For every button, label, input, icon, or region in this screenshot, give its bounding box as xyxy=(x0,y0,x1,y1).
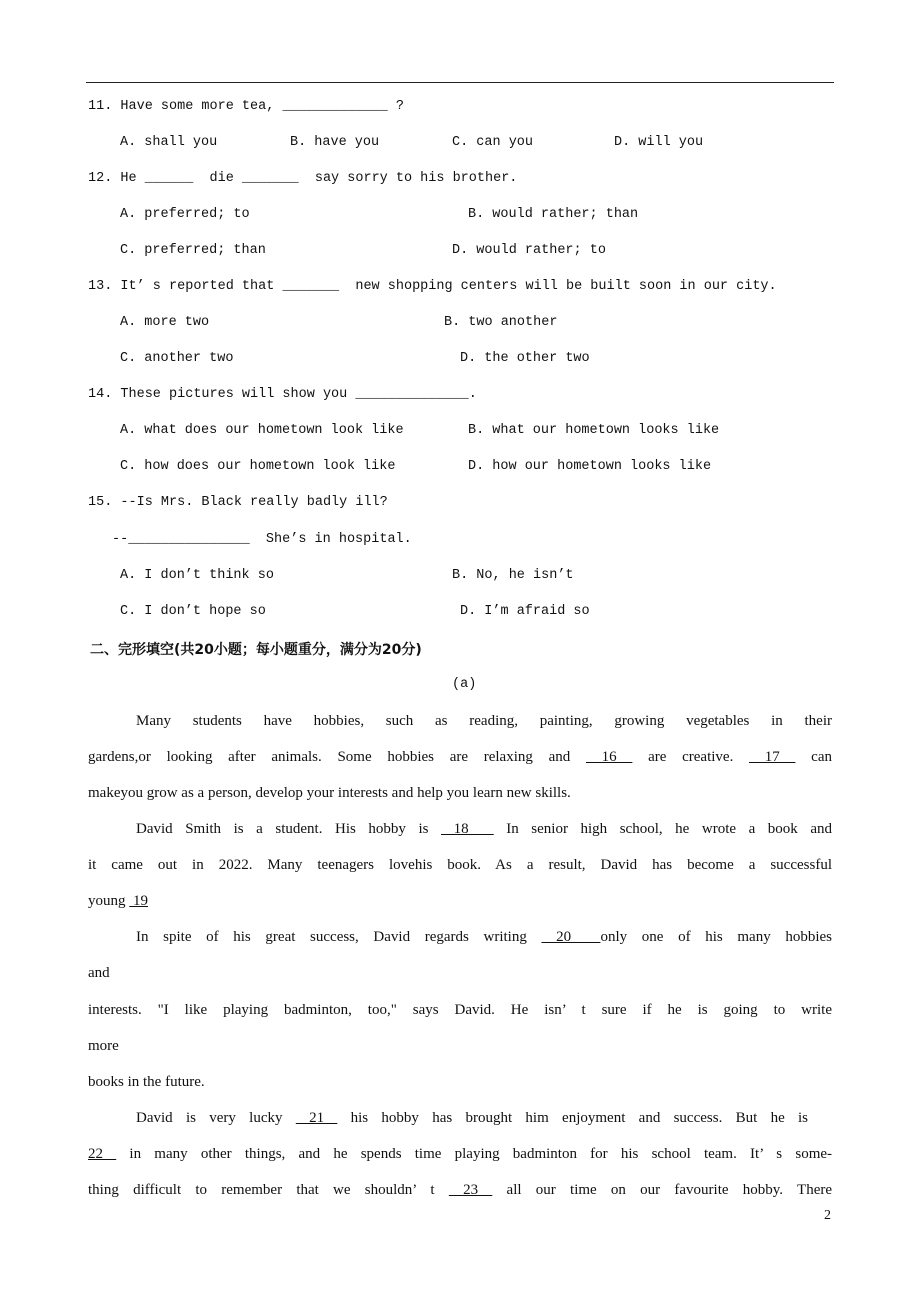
blank-20: 20 xyxy=(541,929,601,945)
question-14 xyxy=(88,386,477,404)
option: A. shall you xyxy=(120,135,218,150)
question-13 xyxy=(88,278,777,296)
option: A. preferred; to xyxy=(120,207,250,222)
stem-text: She’s in hospital. xyxy=(249,532,412,547)
option: B. would rather; than xyxy=(468,207,639,222)
text: In senior high school, he wrote a book and xyxy=(493,821,833,837)
option: B. two another xyxy=(444,315,558,330)
option: D. would rather; to xyxy=(452,243,606,258)
option: B. what our hometown looks like xyxy=(468,423,720,438)
answer-blank: ______________ xyxy=(355,387,469,402)
stem-text: 13. It’ s reported that xyxy=(88,279,283,294)
header-rule xyxy=(86,82,834,83)
passage-line xyxy=(88,1145,832,1163)
passage-line: more xyxy=(88,1038,119,1054)
blank-16: 16 xyxy=(585,749,633,765)
answer-blank: ______ xyxy=(144,171,194,186)
text: David Smith is a student. His hobby is xyxy=(136,821,442,837)
answer-blank: _______ xyxy=(282,279,340,294)
text: can xyxy=(795,749,832,765)
text: all our time on our favourite hobby. There xyxy=(492,1182,833,1198)
blank-19: 19 xyxy=(129,893,148,909)
passage-line: makeyou grow as a person, develop your interests and help you learn new skills. xyxy=(88,785,571,801)
passage-line xyxy=(136,928,832,946)
passage-line xyxy=(88,748,832,766)
stem-text: 12. He xyxy=(88,171,145,186)
text: In spite of his great success, David regards writing xyxy=(136,929,542,945)
option: C. can you xyxy=(452,135,534,150)
answer-blank: _______________ xyxy=(128,532,250,547)
passage-line: interests. "I like playing badminton, too," says David. He isn’ t sure if he is going to write xyxy=(88,1002,832,1018)
question-15: 15. --Is Mrs. Black really badly ill? xyxy=(88,495,388,510)
passage-label: (a) xyxy=(452,677,477,692)
passage-line xyxy=(136,1109,808,1127)
text: are creative. xyxy=(632,749,750,765)
stem-text: ? xyxy=(387,99,404,114)
text: David is very lucky xyxy=(136,1110,296,1126)
stem-text: 14. These pictures will show you xyxy=(88,387,356,402)
option: C. I don’t hope so xyxy=(120,604,266,619)
blank-23: 23 xyxy=(448,1182,493,1198)
text: young xyxy=(88,893,130,909)
page-number: 2 xyxy=(824,1208,831,1223)
blank-21: 21 xyxy=(295,1110,338,1126)
question-15-reply xyxy=(112,531,412,549)
text: gardens,or looking after animals. Some hobbies are relaxing and xyxy=(88,749,586,765)
option: C. another two xyxy=(120,351,234,366)
passage-line: it came out in 2022. Many teenagers lovehis book. As a result, David has become a successful xyxy=(88,857,832,873)
option: D. how our hometown looks like xyxy=(468,459,712,474)
question-11 xyxy=(88,98,404,116)
option: A. what does our hometown look like xyxy=(120,423,404,438)
answer-blank: _______ xyxy=(241,171,299,186)
option: B. have you xyxy=(290,135,380,150)
option: D. will you xyxy=(614,135,704,150)
text: thing difficult to remember that we shouldn’ t xyxy=(88,1182,449,1198)
option: D. the other two xyxy=(460,351,590,366)
text: only one of his many hobbies xyxy=(600,929,833,945)
section-heading: 二、完形填空(共20小题；每小题重分，满分为20分) xyxy=(90,642,422,658)
stem-text: new shopping centers will be built soon in our city. xyxy=(339,279,777,294)
option: C. preferred; than xyxy=(120,243,266,258)
blank-17: 17 xyxy=(749,749,796,765)
answer-blank: _____________ xyxy=(282,99,388,114)
passage-line: Many students have hobbies, such as reading, painting, growing vegetables in their xyxy=(136,713,832,729)
option: C. how does our hometown look like xyxy=(120,459,396,474)
passage-line xyxy=(88,892,148,910)
option: D. I’m afraid so xyxy=(460,604,590,619)
stem-text: die xyxy=(193,171,242,186)
option: A. I don’t think so xyxy=(120,568,274,583)
question-12 xyxy=(88,170,517,188)
stem-text: . xyxy=(468,387,477,402)
text: in many other things, and he spends time playing badminton for his school team. It’ s some- xyxy=(116,1146,833,1162)
blank-22: 22 xyxy=(88,1146,117,1162)
stem-text: 11. Have some more tea, xyxy=(88,99,283,114)
stem-text: say sorry to his brother. xyxy=(298,171,518,186)
passage-line: books in the future. xyxy=(88,1074,205,1090)
option: B. No, he isn’t xyxy=(452,568,574,583)
passage-line: and xyxy=(88,965,110,981)
passage-line xyxy=(88,1181,832,1199)
text: his hobby has brought him enjoyment and success. But he is xyxy=(337,1110,809,1126)
dash: -- xyxy=(112,532,129,547)
blank-18: 18 xyxy=(441,821,494,837)
option: A. more two xyxy=(120,315,210,330)
passage-line xyxy=(136,820,832,838)
